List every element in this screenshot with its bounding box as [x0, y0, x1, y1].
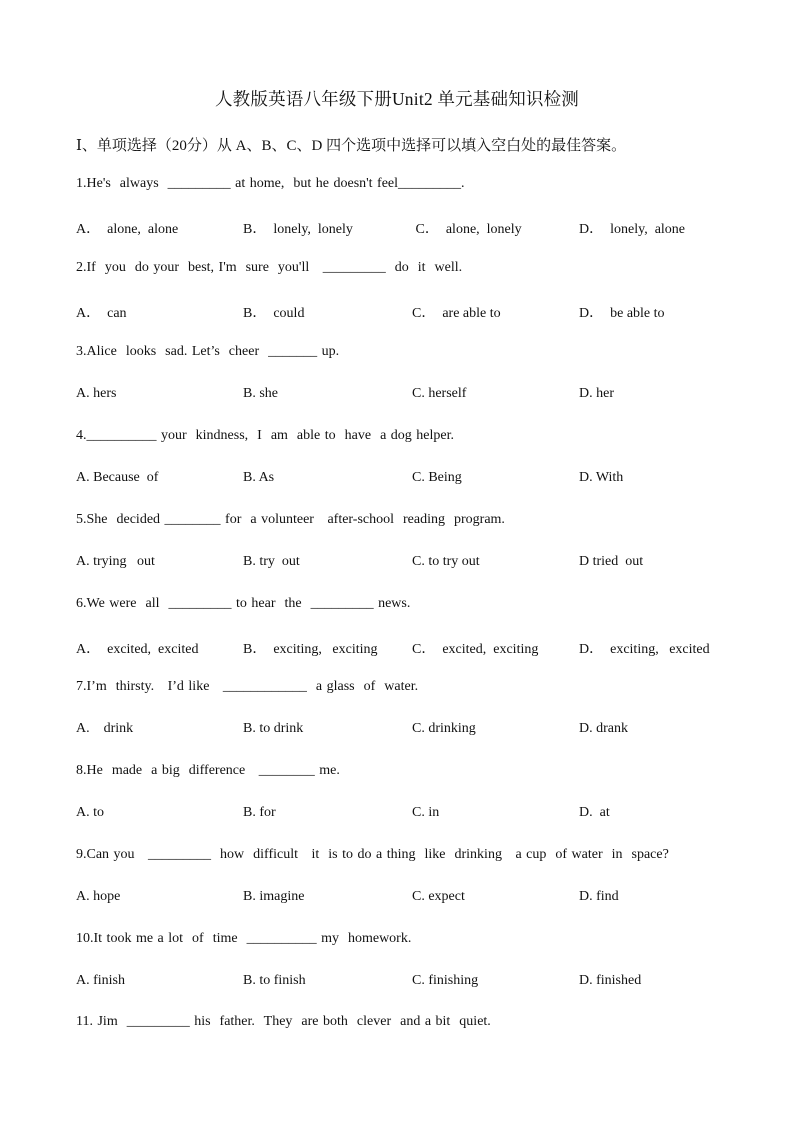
- option-d: D． be able to: [579, 306, 665, 321]
- option-d: D. finished: [579, 973, 642, 988]
- question-options-7: [76, 721, 736, 741]
- option-b: B. to finish: [243, 973, 306, 988]
- option-d: D． exciting, excited: [579, 642, 710, 657]
- question-options-2: [76, 302, 736, 322]
- question-stem-8: 8.He made a big difference ________ me.: [76, 763, 340, 778]
- section-heading: Ⅰ、单项选择（20分）从 A、B、C、D 四个选项中选择可以填入空白处的最佳答案。: [76, 138, 627, 154]
- option-a: A. drink: [76, 721, 134, 736]
- question-options-5: [76, 554, 736, 574]
- option-d: D. drank: [579, 721, 628, 736]
- option-b: B. she: [243, 386, 278, 401]
- option-c: C. Being: [412, 470, 462, 485]
- option-a: A. finish: [76, 973, 125, 988]
- option-b: B． could: [243, 306, 305, 321]
- option-b: B． exciting, exciting: [243, 642, 378, 657]
- option-c: C. in: [412, 805, 440, 820]
- question-options-6: [76, 638, 736, 658]
- option-a: A． can: [76, 306, 127, 321]
- option-d: D. at: [579, 805, 610, 820]
- option-b: B. imagine: [243, 889, 305, 904]
- question-stem-6: 6.We were all _________ to hear the _________ news.: [76, 596, 411, 611]
- option-a: A. hope: [76, 889, 121, 904]
- option-c: C. drinking: [412, 721, 476, 736]
- option-d: D tried out: [579, 554, 644, 569]
- option-b: B． lonely, lonely: [243, 222, 353, 237]
- option-a: A. to: [76, 805, 104, 820]
- option-b: B. try out: [243, 554, 300, 569]
- option-a: A. Because of: [76, 470, 159, 485]
- option-d: D. find: [579, 889, 619, 904]
- question-options-3: [76, 386, 736, 406]
- option-c: C． alone, lonely: [412, 222, 522, 237]
- option-c: C． are able to: [412, 306, 501, 321]
- page-title: 人教版英语八年级下册Unit2 单元基础知识检测: [214, 89, 580, 109]
- option-c: C. herself: [412, 386, 467, 401]
- question-stem-9: 9.Can you _________ how difficult it is to do a thing like drinking a cup of water in space?: [76, 847, 669, 862]
- option-d: D. With: [579, 470, 624, 485]
- question-stem-3: 3.Alice looks sad. Let’s cheer _______ up.: [76, 344, 340, 359]
- option-c: C. expect: [412, 889, 465, 904]
- question-stem-2: 2.If you do your best, I'm sure you'll _________ do it well.: [76, 260, 463, 275]
- option-c: C． excited, exciting: [412, 642, 539, 657]
- option-a: A． excited, excited: [76, 642, 199, 657]
- question-stem-7: 7.I’m thirsty. I’d like ____________ a glass of water.: [76, 679, 419, 694]
- option-b: B. As: [243, 470, 275, 485]
- question-options-8: [76, 805, 736, 825]
- question-stem-11: 11. Jim _________ his father. They are both clever and a bit quiet.: [76, 1014, 491, 1029]
- option-a: A. trying out: [76, 554, 155, 569]
- option-b: B. for: [243, 805, 276, 820]
- option-d: D. her: [579, 386, 614, 401]
- question-options-9: [76, 889, 736, 909]
- option-d: D． lonely, alone: [579, 222, 686, 237]
- question-options-10: [76, 973, 736, 993]
- question-stem-1: 1.He's always _________ at home, but he doesn't feel_________.: [76, 176, 465, 191]
- option-c: C. finishing: [412, 973, 479, 988]
- option-c: C. to try out: [412, 554, 480, 569]
- option-a: A. hers: [76, 386, 117, 401]
- question-options-1: [76, 218, 736, 238]
- question-options-4: [76, 470, 736, 490]
- option-b: B. to drink: [243, 721, 304, 736]
- question-stem-10: 10.It took me a lot of time __________ my homework.: [76, 931, 412, 946]
- question-stem-5: 5.She decided ________ for a volunteer after-school reading program.: [76, 512, 505, 527]
- option-a: A． alone, alone: [76, 222, 179, 237]
- question-stem-4: 4.__________ your kindness, I am able to have a dog helper.: [76, 428, 454, 443]
